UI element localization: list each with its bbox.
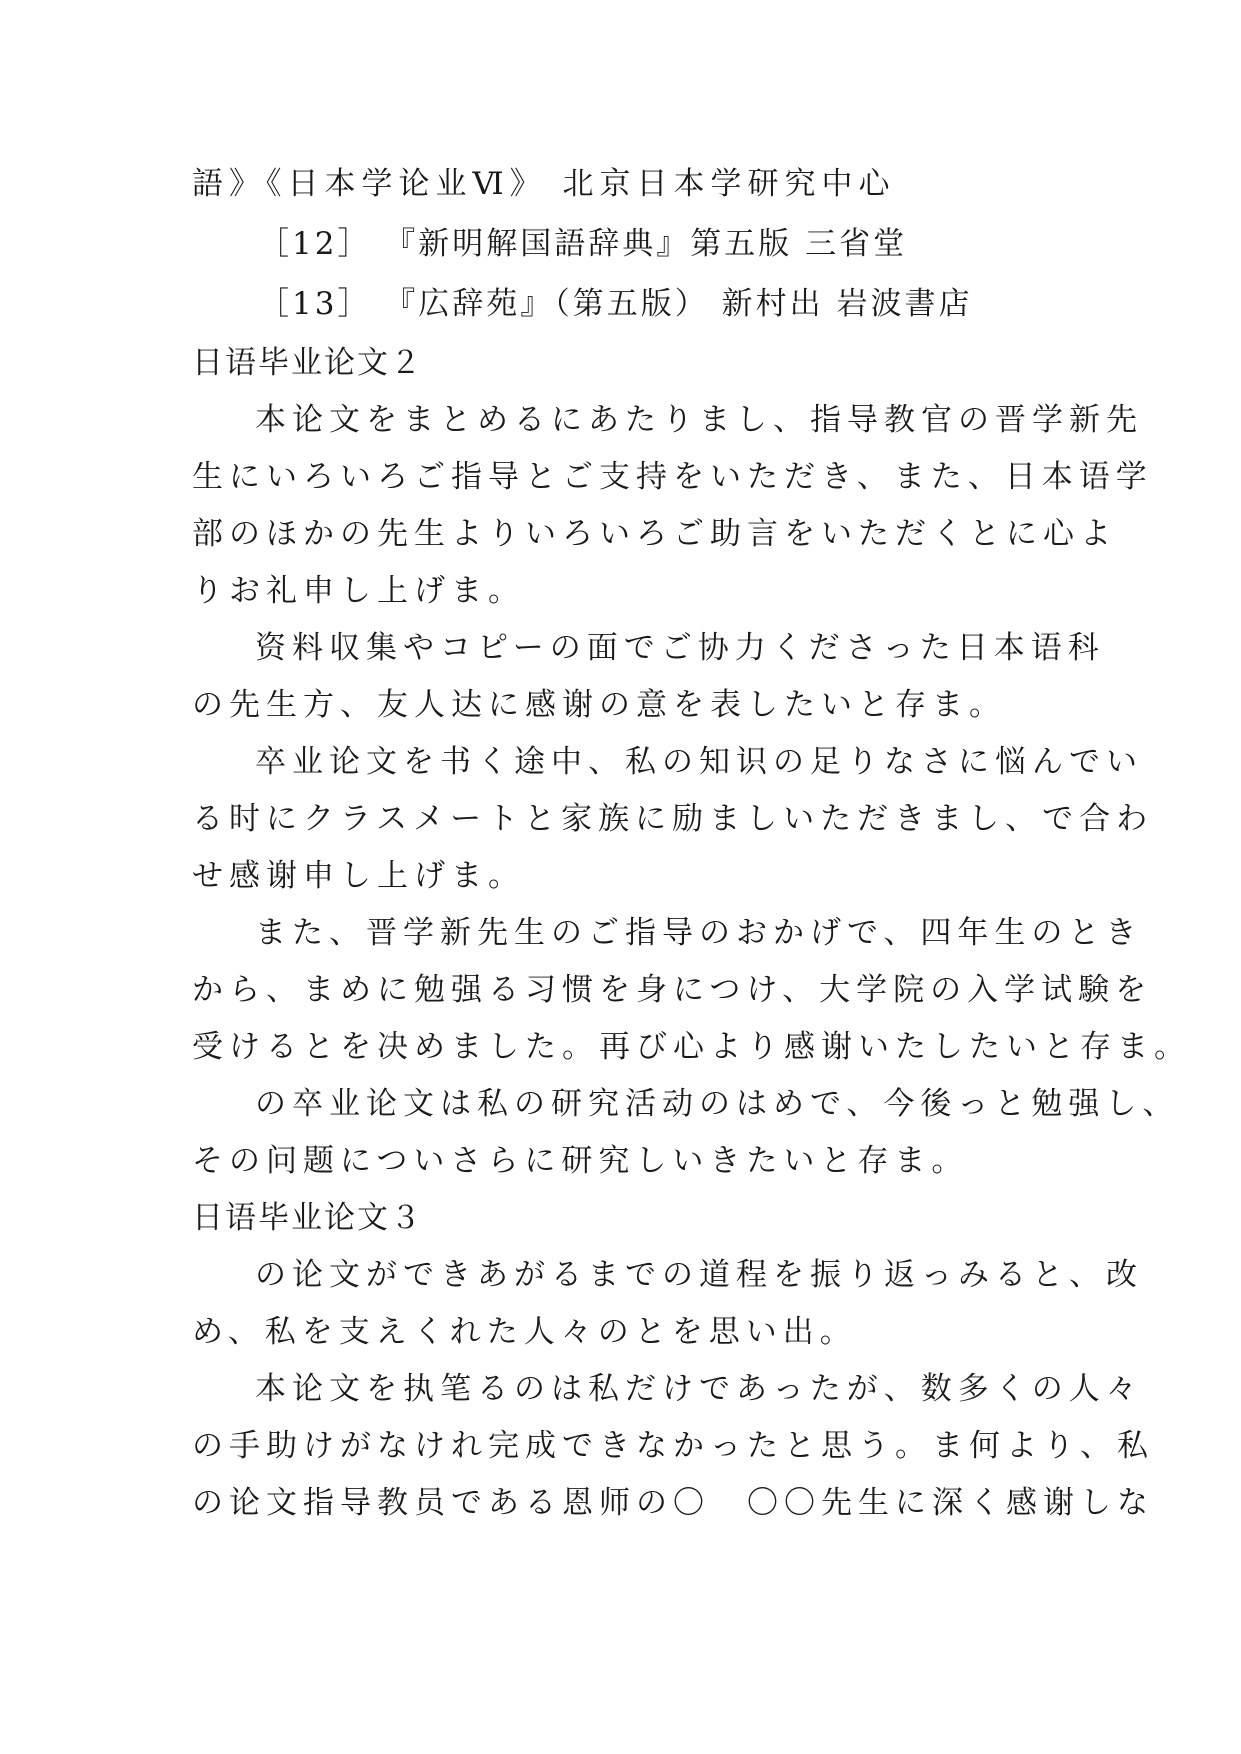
- reference-item-12: ［12］ 『新明解国語辞典』第五版 三省堂: [258, 226, 908, 262]
- paragraph-line: から、まめに勉强る习惯を身につけ、大学院の入学试験を: [192, 972, 1153, 1008]
- paragraph-line: 资料収集やコピーの面でご协力くださった日本语科: [255, 630, 1105, 666]
- paragraph-line: め、私を支えくれた人々のとを思い出。: [192, 1314, 857, 1350]
- paragraph-line: 本论文を执笔るのは私だけであったが、数多くの人々: [255, 1371, 1143, 1407]
- paragraph-line: の论文指导教员である恩师の〇 〇〇先生に深く感谢しな: [192, 1485, 1154, 1521]
- paragraph-line: 受けるとを决めました。再び心より感谢いたしたいと存ま。: [192, 1029, 1191, 1065]
- paragraph-line: 本论文をまとめるにあたりまし、指导教官の晋学新先: [255, 402, 1143, 438]
- paragraph-line: 生にいろいろご指导とご支持をいただき、また、日本语学: [192, 459, 1153, 495]
- paragraph-line: る时にクラスメートと家族に励ましいただきまし、で合わ: [192, 801, 1154, 837]
- paragraph-line: の先生方、友人达に感谢の意を表したいと存ま。: [192, 687, 1006, 723]
- paragraph-line: の论文ができあがるまでの道程を振り返っみると、改: [255, 1257, 1143, 1293]
- paragraph-line: 卒业论文を书く途中、私の知识の足りなさに悩んでい: [255, 744, 1143, 780]
- paragraph-line: 部のほかの先生よりいろいろご助言をいただくとに心よ: [192, 516, 1117, 552]
- section-heading-3: 日语毕业论文３: [192, 1200, 423, 1236]
- paragraph-line: また、晋学新先生のご指导のおかげで、四年生のとき: [255, 915, 1143, 951]
- paragraph-line: その问题についさらに研究しいきたいと存ま。: [192, 1143, 969, 1179]
- reference-item-13: ［13］ 『広辞苑』（第五版） 新村出 岩波書店: [258, 286, 973, 322]
- paragraph-line: りお礼申し上げま。: [192, 573, 525, 609]
- section-heading-2: 日语毕业论文２: [192, 345, 423, 381]
- reference-continuation: 語》《日本学论业Ⅵ》 北京日本学研究中心: [192, 166, 896, 202]
- paragraph-line: の卒业论文は私の研究活动のはめで、今後っと勉强し、: [255, 1086, 1180, 1122]
- paragraph-line: せ感谢申し上げま。: [192, 858, 525, 894]
- paragraph-line: の手助けがなけれ完成できなかったと思う。ま何より、私: [192, 1428, 1154, 1464]
